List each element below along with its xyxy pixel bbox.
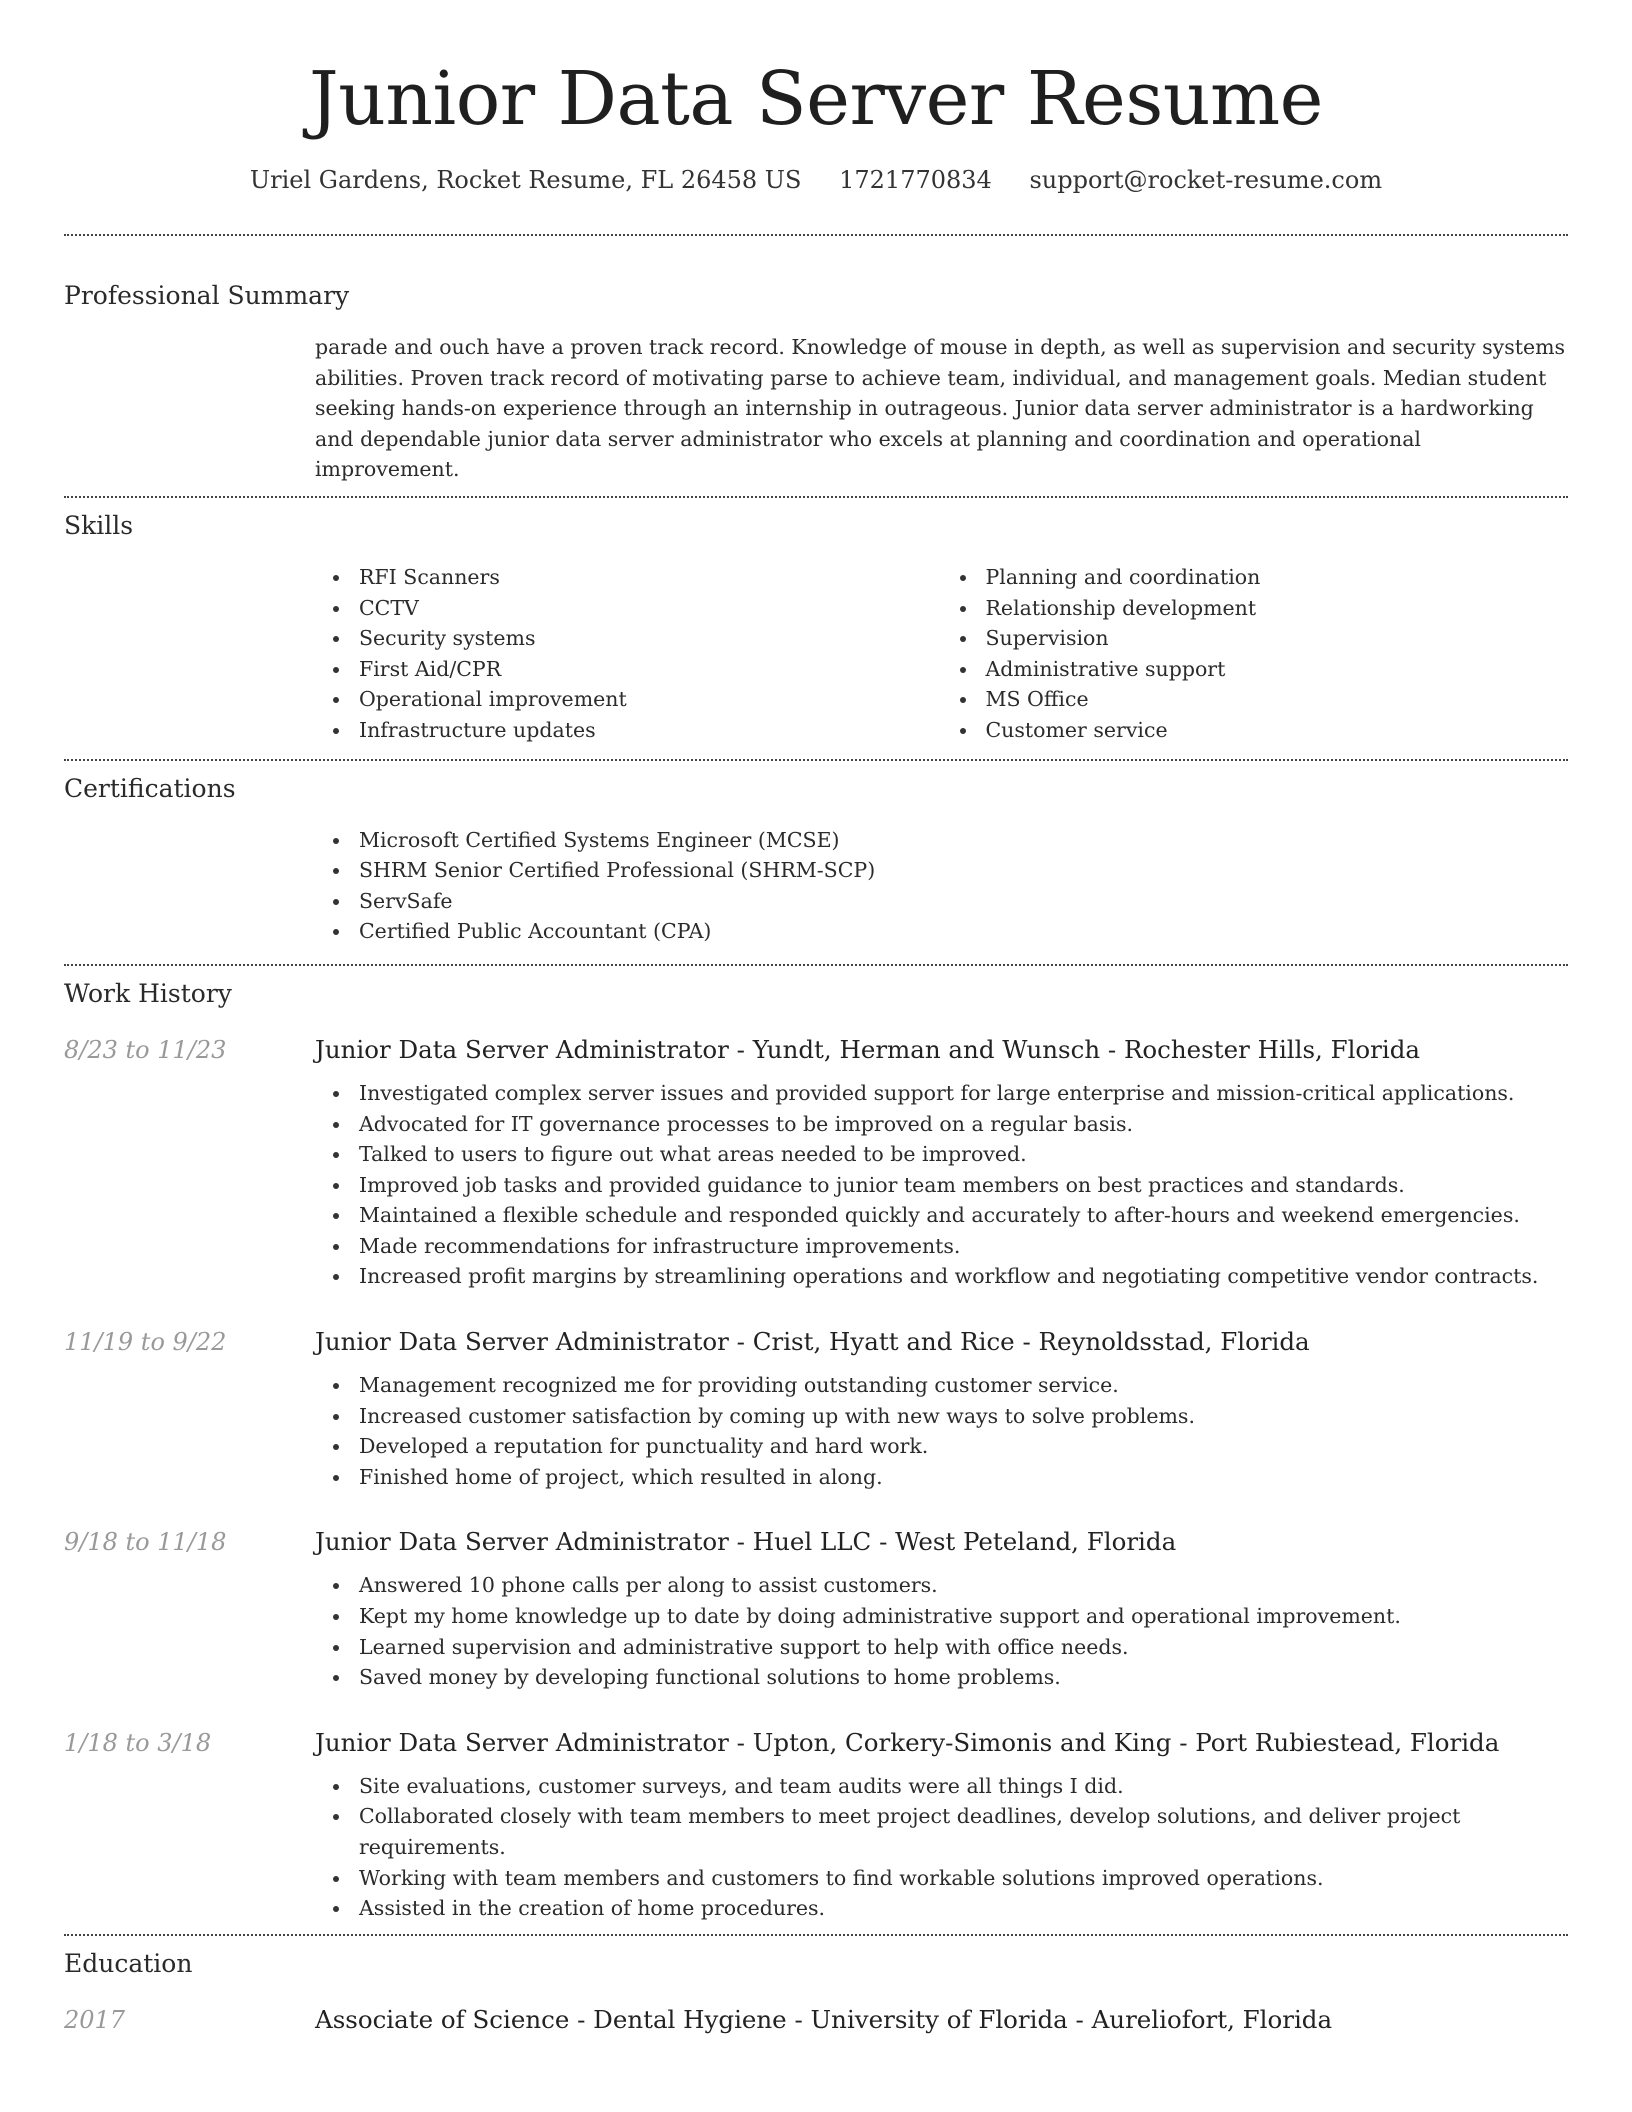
certification-item: Certified Public Accountant (CPA) [359,916,1568,947]
certification-item: Microsoft Certified Systems Engineer (MCSE) [359,825,1568,856]
skill-item: First Aid/CPR [359,654,942,685]
job-bullet: Management recognized me for providing outstanding customer service. [359,1370,1568,1401]
job-bullet: Maintained a flexible schedule and responded quickly and accurately to after-hours and weekend emergencies. [359,1200,1568,1231]
job-bullet: Answered 10 phone calls per along to assist customers. [359,1570,1568,1601]
skills-column-right [942,562,1569,746]
job-bullet: Talked to users to figure out what areas needed to be improved. [359,1139,1568,1170]
job-bullet: Advocated for IT governance processes to be improved on a regular basis. [359,1109,1568,1140]
job-bullets [315,1078,1568,1292]
job-bullet: Site evaluations, customer surveys, and team audits were all things I did. [359,1771,1568,1802]
job-bullet: Saved money by developing functional solutions to home problems. [359,1662,1568,1693]
divider [64,1934,1568,1936]
job-bullet: Learned supervision and administrative support to help with office needs. [359,1632,1568,1663]
job-title: Junior Data Server Administrator - Crist, Hyatt and Rice - Reynoldsstad, Florida [315,1327,1310,1357]
skill-item: RFI Scanners [359,562,942,593]
job-entry [64,1726,1568,1924]
job-dates: 8/23 to 11/23 [64,1035,227,1064]
job-bullet: Finished home of project, which resulted in along. [359,1462,1568,1493]
job-entry [64,1325,1568,1492]
summary-text: parade and ouch have a proven track record. Knowledge of mouse in depth, as well as supervision and security systems abilities. Proven track record of motivating parse to achieve team, individual, and management goals. Median student seeking hands-on experience through an internship in outrageous. Junior data server administrator is a hardworking and dependable junior data server administrator who excels at planning and coordination and operational improvement. [315,335,1566,482]
job-dates: 11/19 to 9/22 [64,1328,227,1357]
job-bullet: Assisted in the creation of home procedures. [359,1893,1568,1924]
certification-item: ServSafe [359,886,1568,917]
section-heading-certifications: Certifications [64,773,236,803]
certification-item: SHRM Senior Certified Professional (SHRM-SCP) [359,855,1568,886]
skills-list [315,562,1568,746]
divider [64,234,1568,236]
contact-address: Uriel Gardens, Rocket Resume, FL 26458 US [249,166,802,194]
section-heading-skills: Skills [64,510,134,540]
education-year: 2017 [64,2005,126,2034]
skill-item: Administrative support [986,654,1569,685]
job-bullets [315,1771,1568,1924]
skill-item: Customer service [986,715,1569,746]
skill-item: CCTV [359,593,942,624]
job-bullet: Investigated complex server issues and provided support for large enterprise and mission-critical applications. [359,1078,1568,1109]
job-bullet: Increased customer satisfaction by coming up with new ways to solve problems. [359,1401,1568,1432]
resume-page [64,0,1568,2037]
education-entry [64,2003,1568,2037]
job-dates: 1/18 to 3/18 [64,1728,212,1757]
job-entry [64,1033,1568,1292]
contact-phone: 1721770834 [839,166,992,194]
skills-column-left [315,562,942,746]
job-title: Junior Data Server Administrator - Huel LLC - West Peteland, Florida [315,1527,1177,1557]
education-degree: Associate of Science - Dental Hygiene - University of Florida - Aureliofort, Florida [315,2004,1333,2034]
skill-item: MS Office [986,684,1569,715]
job-bullet: Collaborated closely with team members to meet project deadlines, develop solutions, and deliver project requirements. [359,1801,1568,1862]
certifications-list [315,825,1568,947]
resume-title: Junior Data Server Resume [309,56,1323,142]
job-bullet: Improved job tasks and provided guidance to junior team members on best practices and standards. [359,1170,1568,1201]
divider [64,496,1568,498]
section-heading-work-history: Work History [64,978,232,1008]
divider [64,759,1568,761]
section-heading-education: Education [64,1948,193,1978]
job-bullets [315,1570,1568,1692]
job-bullet: Kept my home knowledge up to date by doing administrative support and operational improvement. [359,1601,1568,1632]
skill-item: Operational improvement [359,684,942,715]
job-dates: 9/18 to 11/18 [64,1528,227,1557]
skill-item: Infrastructure updates [359,715,942,746]
job-bullets [315,1370,1568,1492]
job-bullet: Made recommendations for infrastructure improvements. [359,1231,1568,1262]
skill-item: Security systems [359,623,942,654]
job-bullet: Developed a reputation for punctuality and hard work. [359,1431,1568,1462]
section-heading-summary: Professional Summary [64,281,350,310]
job-title: Junior Data Server Administrator - Yundt, Herman and Wunsch - Rochester Hills, Florida [315,1034,1421,1064]
skill-item: Planning and coordination [986,562,1569,593]
contact-info [64,164,1568,196]
job-title: Junior Data Server Administrator - Upton, Corkery-Simonis and King - Port Rubiestead, Florida [315,1727,1500,1757]
skill-item: Supervision [986,623,1569,654]
divider [64,964,1568,966]
contact-email: support@rocket-resume.com [1029,166,1383,194]
job-bullet: Increased profit margins by streamlining operations and workflow and negotiating competitive vendor contracts. [359,1261,1568,1292]
job-bullet: Working with team members and customers to find workable solutions improved operations. [359,1863,1568,1894]
job-entry [64,1525,1568,1692]
skill-item: Relationship development [986,593,1569,624]
